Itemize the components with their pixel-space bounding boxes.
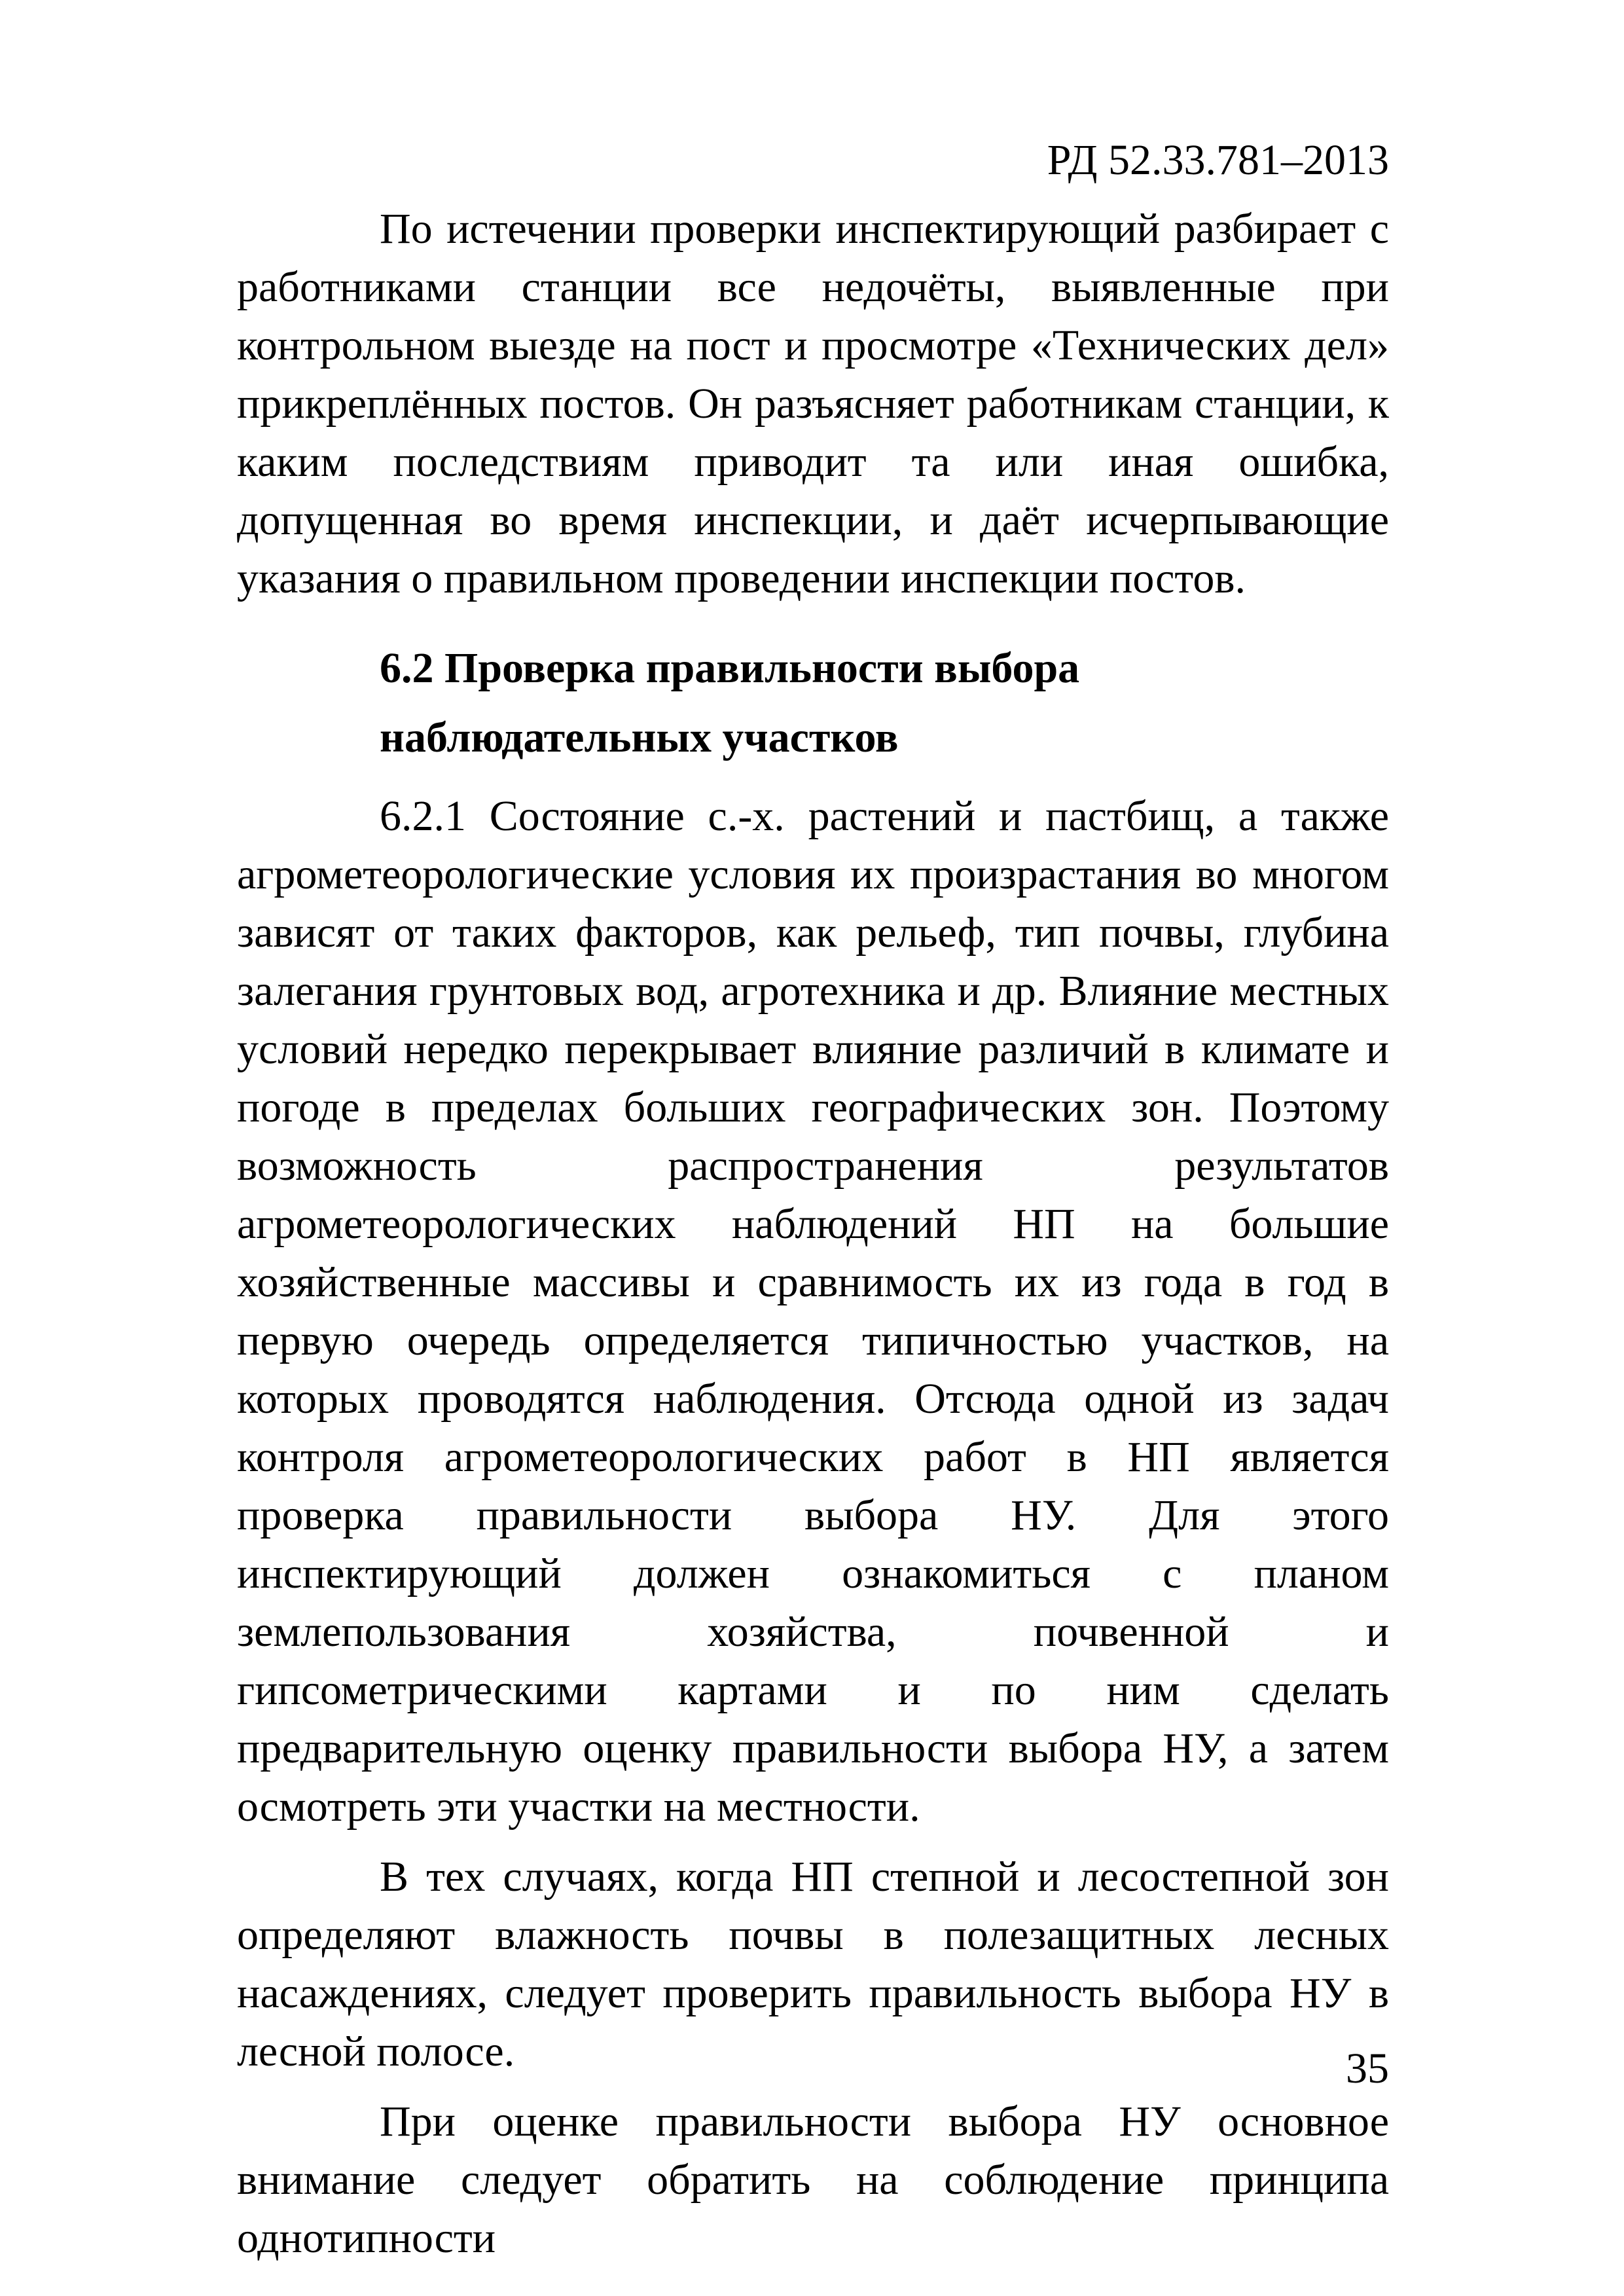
document-page bbox=[237, 128, 1389, 2267]
paragraph-intro: По истечении проверки инспектирующий разбирает с работниками станции все недочёты, выявленные при контрольном выезде на пост и просмотре «Технических дел» прикреплённых постов. Он разъясняет работникам станции, к каким последствиям приводит та или иная ошибка, допущенная во время инспекции, и даёт исчерпывающие указания о правильном проведении инспекции постов. bbox=[237, 205, 1389, 602]
section-heading: 6.2 Проверка правильности выбора наблюдательных участков bbox=[380, 644, 1080, 761]
paragraph-6-2-1: 6.2.1 Состояние с.-х. растений и пастбищ, а также агрометеорологические условия их произрастания во многом зависят от таких факторов, как рельеф, тип почвы, глубина залегания грунтовых вод, агротехника и др. Влияние местных условий нередко перекрывает влияние различий в климате и погоде в пределах больших географических зон. Поэтому возможность распространения результатов агрометеорологических наблюдений НП на большие хозяйственные массивы и сравнимость их из года в год в первую очередь определяется типичностью участков, на которых проводятся наблюдения. Отсюда одной из задач контроля агрометеорологических работ в НП является проверка правильности выбора НУ. Для этого инспектирующий должен ознакомиться с планом землепользования хозяйства, почвенной и гипсометрическими картами и по ним сделать предварительную оценку правильности выбора НУ, а затем осмотреть эти участки на местности. bbox=[237, 792, 1389, 1831]
document-code: РД 52.33.781–2013 bbox=[1047, 136, 1389, 184]
paragraph-forest-belt: В тех случаях, когда НП степной и лесостепной зон определяют влажность почвы в полезащитных лесных насаждениях, следует проверить правильность выбора НУ в лесной полосе. bbox=[237, 1853, 1389, 2075]
page-number: 35 bbox=[1346, 2045, 1389, 2092]
paragraph-assessment: При оценке правильности выбора НУ основное внимание следует обратить на соблюдение принципа однотипности bbox=[237, 2098, 1389, 2262]
